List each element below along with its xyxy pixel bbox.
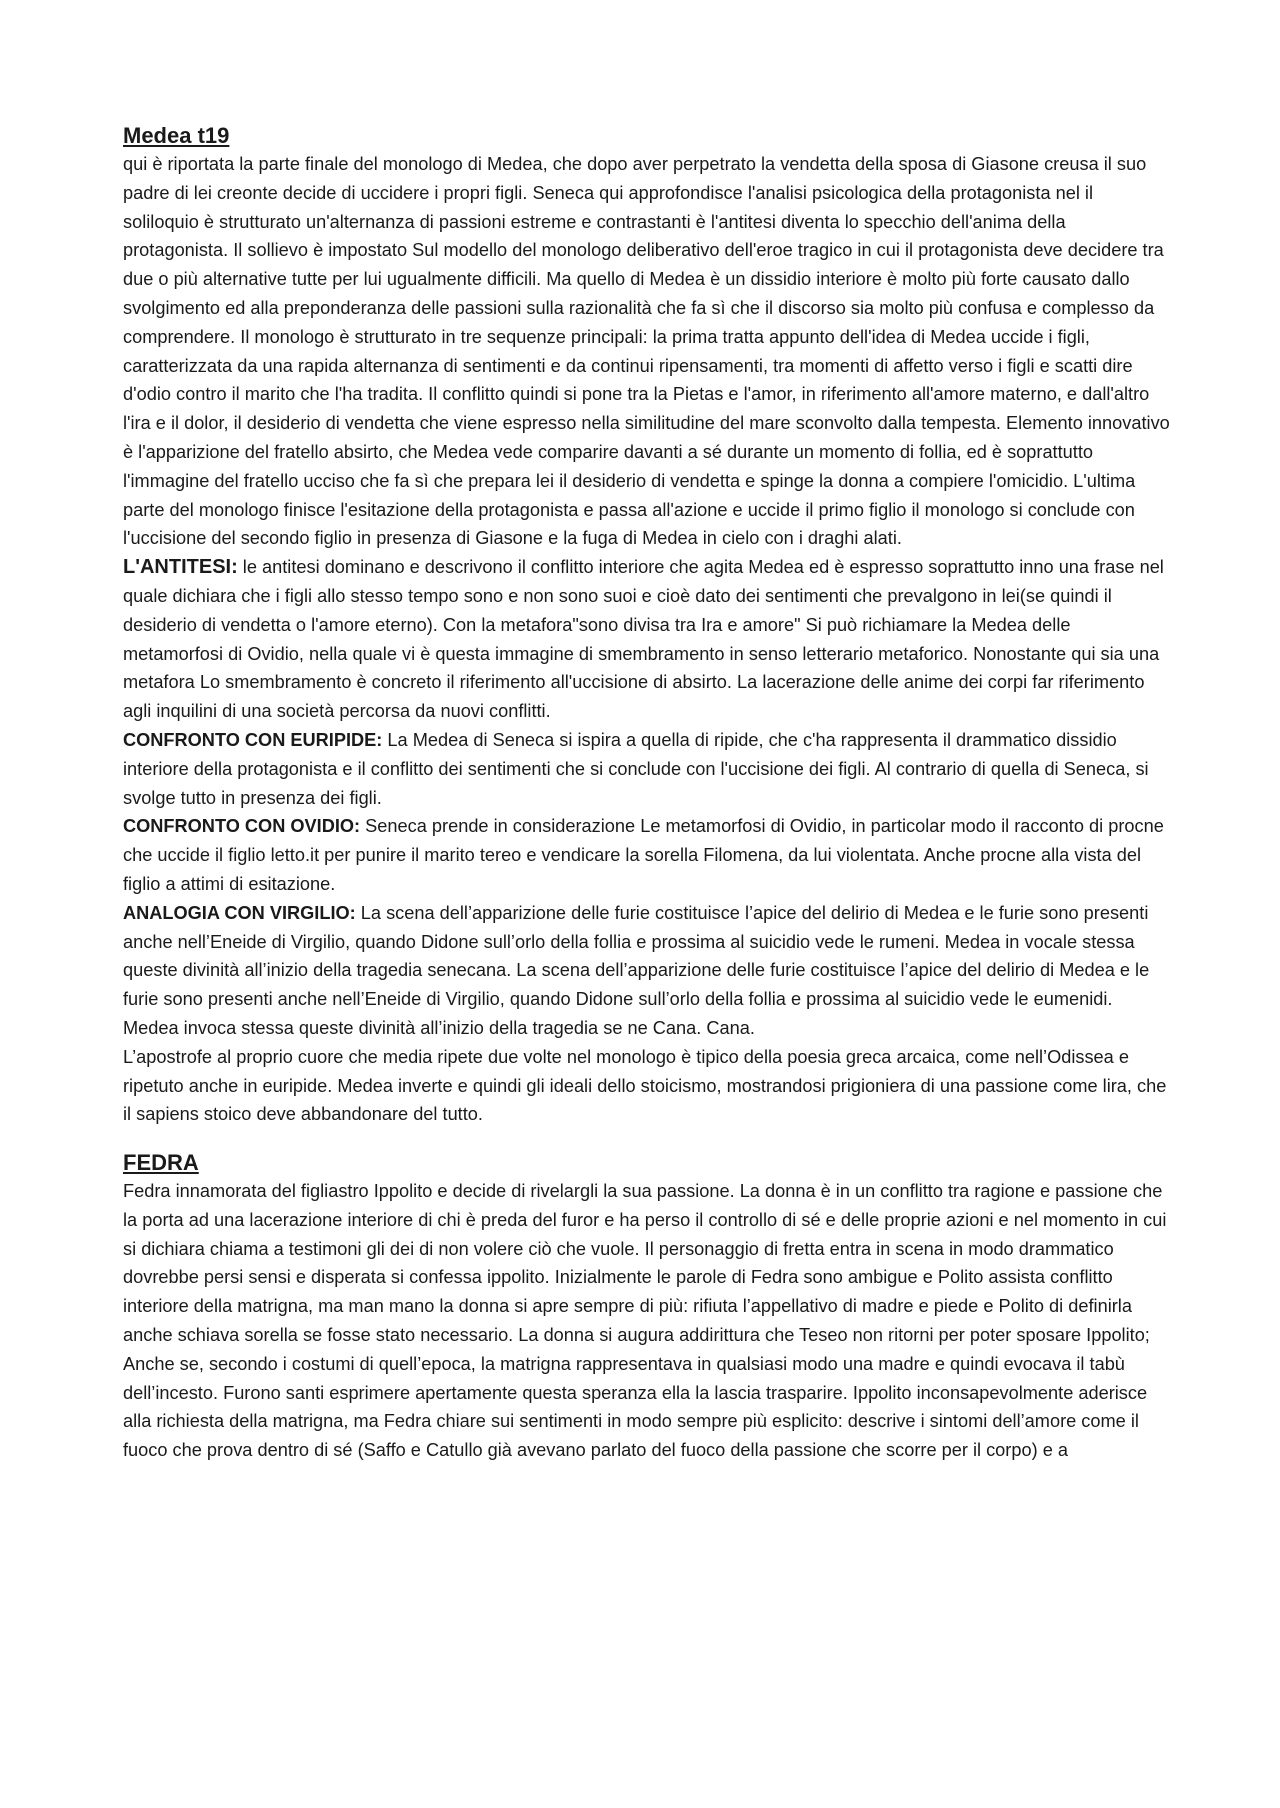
- section-title-fedra: FEDRA: [123, 1150, 199, 1176]
- euripide-heading: CONFRONTO CON EURIPIDE:: [123, 729, 383, 750]
- euripide-text: La Medea di Seneca si ispira a quella di ripide, che c'ha rappresenta il drammatico dissidio interiore della protagonista e il conflitto dei sentimenti che si conclude con l'uccisione dei figli. Al contrario di quella di Seneca, si svolge tutto in presenza dei figli.: [123, 729, 1149, 808]
- ovidio-heading: CONFRONTO CON OVIDIO:: [123, 816, 361, 837]
- section-spacer: [123, 1129, 1171, 1149]
- virgilio-heading: ANALOGIA CON VIRGILIO:: [123, 902, 356, 923]
- antitesi-heading: L'ANTITESI:: [123, 556, 238, 579]
- section-title-medea: Medea t19: [123, 123, 230, 148]
- ovidio-text: Seneca prende in considerazione Le metamorfosi di Ovidio, in particolar modo il racconto di procne che uccide il figlio letto.it per punire il marito tereo e vendicare la sorella Filomena, da lui violentata. Anche procne alla vista del figlio a attimi di esitazione.: [123, 816, 1164, 894]
- document-page: [123, 122, 1171, 1465]
- apostrofe-paragraph: L’apostrofe al proprio cuore che media ripete due volte nel monologo è tipico della poesia greca arcaica, come nell’Odissea e ripetuto anche in euripide. Medea inverte e quindi gli ideali dello stoicismo, mostrandosi prigioniera di una passione come lira, che il sapiens stoico deve abbandonare del tutto.: [123, 1046, 1167, 1125]
- antitesi-text: le antitesi dominano e descrivono il conflitto interiore che agita Medea ed è espresso soprattutto inno una frase nel quale dichiara che i figli allo stesso tempo sono e non sono suoi e cioè dato dei sentimenti che prevalgono in lei(se quindi il desiderio di vendetta o l'amore eterno). Con la metafora"sono divisa tra Ira e amore" Si può richiamare la Medea delle metamorfosi di Ovidio, nella quale vi è questa immagine di smembramento in senso letterario metaforico. Nonostante qui sia una metafora Lo smembramento è concreto il riferimento all'uccisione di absirto. La lacerazione delle anime dei corpi far riferimento agli inquilini di una società percorsa da nuovi conflitti.: [123, 557, 1164, 722]
- antitesi-paragraph: [123, 553, 1171, 726]
- euripide-paragraph: [123, 726, 1171, 812]
- virgilio-paragraph: [123, 899, 1171, 1043]
- ovidio-paragraph: [123, 812, 1171, 898]
- virgilio-text: La scena dell’apparizione delle furie costituisce l’apice del delirio di Medea e le furie sono presenti anche nell’Eneide di Virgilio, quando Didone sull’orlo della follia e prossima al suicidio vede le rumeni. Medea in vocale stessa queste divinità all’inizio della tragedia senecana. La scena dell’apparizione delle furie costituisce l’apice del delirio di Medea e le furie sono presenti anche nell’Eneide di Virgilio, quando Didone sull’orlo della follia e prossima al suicidio vede le eumenidi. Medea invoca stessa queste divinità all’inizio della tragedia se ne Cana. Cana.: [123, 902, 1150, 1038]
- fedra-paragraph: Fedra innamorata del figliastro Ippolito e decide di rivelargli la sua passione. La donna è in un conflitto tra ragione e passione che la porta ad una lacerazione interiore di chi è preda del furor e ha perso il controllo di sé e delle proprie azioni e nel momento in cui si dichiara chiama a testimoni gli dei di non volere ciò che vuole. Il personaggio di fretta entra in scena in modo drammatico dovrebbe persi sensi e disperata si confessa ippolito. Inizialmente le parole di Fedra sono ambigue e Polito assista conflitto interiore della matrigna, ma man mano la donna si apre sempre di più: rifiuta l’appellativo di madre e piede e Polito di definirla anche schiava sorella se fosse stato necessario. La donna si augura addirittura che Teseo non ritorni per poter sposare Ippolito; Anche se, secondo i costumi di quell’epoca, la matrigna rappresentava in qualsiasi modo una madre e quindi evocava il tabù dell’incesto. Furono santi esprimere apertamente questa speranza ella la lascia trasparire. Ippolito inconsapevolmente aderisce alla richiesta della matrigna, ma Fedra chiare sui sentimenti in modo sempre più esplicito: descrive i sintomi dell’amore come il fuoco che prova dentro di sé (Saffo e Catullo già avevano parlato del fuoco della passione che scorre per il corpo) e a: [123, 1181, 1167, 1461]
- medea-intro-paragraph: qui è riportata la parte finale del monologo di Medea, che dopo aver perpetrato la vendetta della sposa di Giasone creusa il suo padre di lei creonte decide di uccidere i propri figli. Seneca qui approfondisce l'analisi psicologica della protagonista nel il soliloquio è strutturato un'alternanza di passioni estreme e contrastanti è l'antitesi diventa lo specchio dell'anima della protagonista. Il sollievo è impostato Sul modello del monologo deliberativo dell'eroe tragico in cui il protagonista deve decidere tra due o più alternative tutte per lui ugualmente difficili. Ma quello di Medea è un dissidio interiore è molto più forte causato dallo svolgimento ed alla preponderanza delle passioni sulla razionalità che fa sì che il discorso sia molto più confusa e complesso da comprendere. Il monologo è strutturato in tre sequenze principali: la prima tratta appunto dell'idea di Medea uccide i figli, caratterizzata da una rapida alternanza di sentimenti e da continui ripensamenti, tra momenti di affetto verso i figli e scatti dire d'odio contro il marito che l'ha tradita. Il conflitto quindi si pone tra la Pietas e l'amor, in riferimento all'amore materno, e dall'altro l'ira e il dolor, il desiderio di vendetta che viene espresso nella similitudine del mare sconvolto dalla tempesta. Elemento innovativo è l'apparizione del fratello absirto, che Medea vede comparire davanti a sé durante un momento di follia, ed è soprattutto l'immagine del fratello ucciso che fa sì che prepara lei il desiderio di vendetta e spinge la donna a compiere l'omicidio. L'ultima parte del monologo finisce l'esitazione della protagonista e passa all'azione e uccide il primo figlio il monologo si conclude con l'uccisione del secondo figlio in presenza di Giasone e la fuga di Medea in cielo con i draghi alati.: [123, 154, 1170, 549]
